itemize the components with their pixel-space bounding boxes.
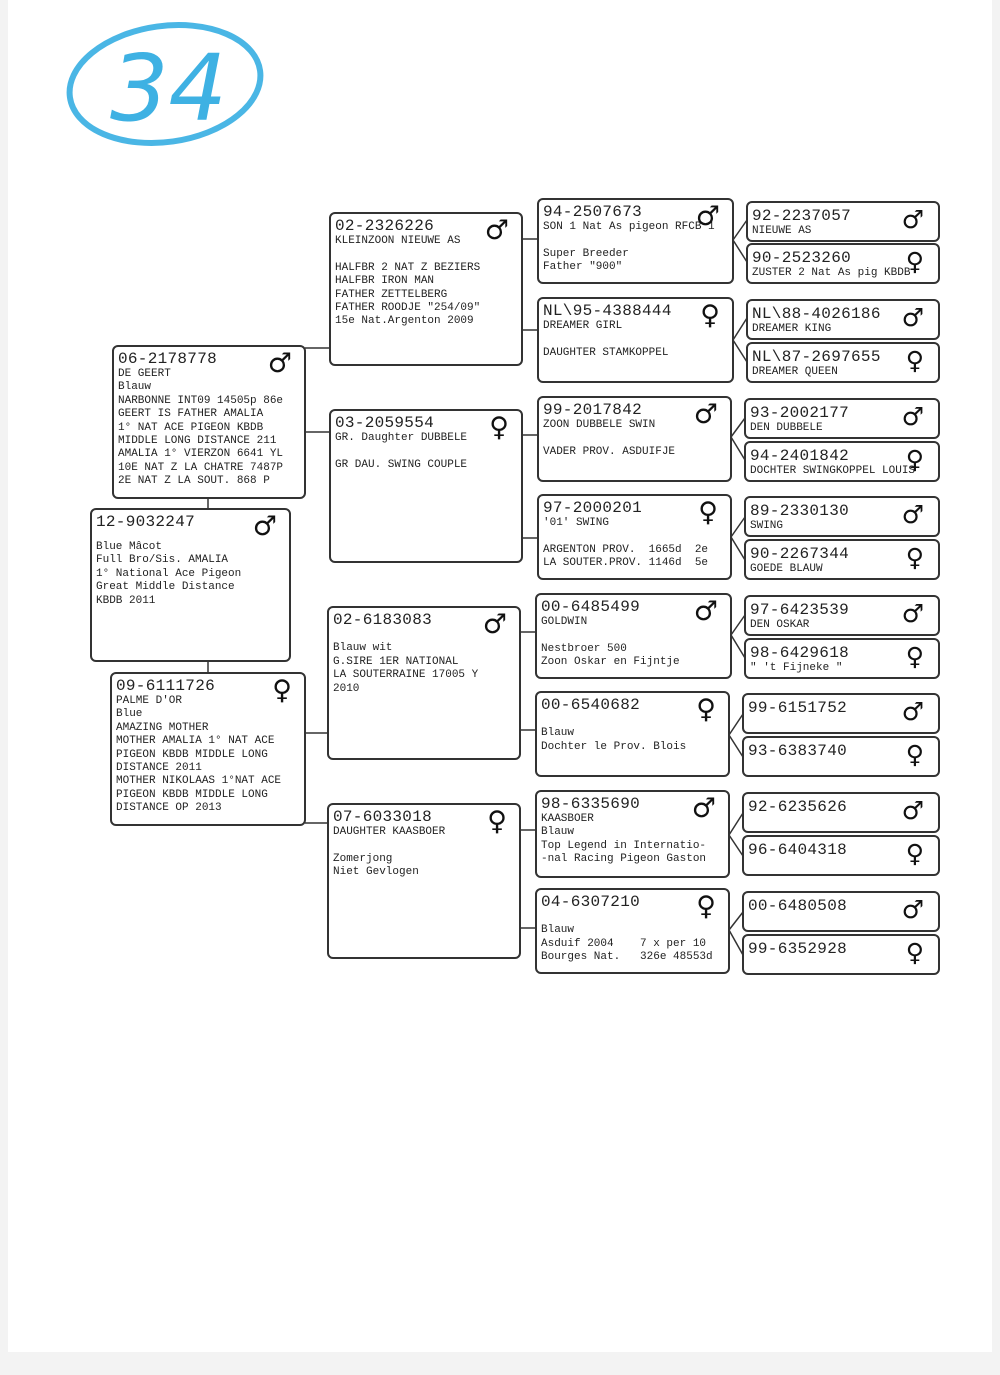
subject-pigeon-card bbox=[90, 508, 291, 662]
ancestor-card bbox=[744, 638, 940, 679]
pigeon-info: PALME D'OR Blue AMAZING MOTHER MOTHER AMALIA 1° NAT ACE PIGEON KBDB MIDDLE LONG DISTANCE 2011 MOTHER NIKOLAAS 1°NAT ACE PIGEON KBDB MIDDLE LONG DISTANCE OP 2013 bbox=[116, 695, 282, 815]
male-symbol-icon: ♂ bbox=[901, 500, 924, 529]
ring-number: 93-2002177 bbox=[750, 404, 850, 422]
female-symbol-icon: ♀ bbox=[905, 938, 924, 967]
grandparent-card bbox=[329, 409, 523, 563]
female-symbol-icon: ♀ bbox=[905, 247, 924, 276]
female-symbol-icon: ♀ bbox=[700, 300, 720, 331]
male-symbol-icon: ♂ bbox=[901, 599, 924, 628]
ring-number: NL\87-2697655 bbox=[752, 348, 881, 366]
great-grandparent-card bbox=[537, 198, 734, 284]
pigeon-name: DREAMER QUEEN bbox=[752, 366, 838, 378]
pigeon-info: Blauw Dochter le Prov. Blois bbox=[541, 727, 687, 753]
male-symbol-icon: ♂ bbox=[252, 511, 277, 542]
ring-number: 94-2401842 bbox=[750, 447, 850, 465]
male-symbol-icon: ♂ bbox=[901, 697, 924, 726]
female-symbol-icon: ♀ bbox=[698, 497, 718, 528]
female-symbol-icon: ♀ bbox=[905, 346, 924, 375]
female-symbol-icon: ♀ bbox=[487, 806, 507, 837]
ring-number: 98-6429618 bbox=[750, 644, 850, 662]
ring-number: 00-6480508 bbox=[748, 897, 848, 915]
ring-number: 97-6423539 bbox=[750, 601, 850, 619]
ancestor-card bbox=[744, 539, 940, 580]
male-symbol-icon: ♂ bbox=[901, 402, 924, 431]
great-grandparent-card bbox=[535, 790, 730, 878]
pigeon-name: " 't Fijneke " bbox=[750, 662, 843, 674]
pigeon-name: DOCHTER SWINGKOPPEL LOUIS bbox=[750, 465, 916, 477]
ancestor-card bbox=[744, 398, 940, 439]
grandparent-card bbox=[329, 212, 523, 366]
ring-number: 99-6151752 bbox=[748, 699, 848, 717]
pigeon-info: Blauw wit G.SIRE 1ER NATIONAL LA SOUTERRAINE 17005 Y 2010 bbox=[333, 642, 479, 695]
female-symbol-icon: ♀ bbox=[905, 740, 924, 769]
pigeon-name: DEN OSKAR bbox=[750, 619, 810, 631]
ring-number: 90-2267344 bbox=[750, 545, 850, 563]
male-symbol-icon: ♂ bbox=[484, 215, 509, 246]
ancestor-card bbox=[746, 243, 940, 284]
ring-number: 03-2059554 bbox=[335, 414, 435, 432]
great-grandparent-card bbox=[535, 593, 732, 679]
ring-number: NL\88-4026186 bbox=[752, 305, 881, 323]
ring-number: 94-2507673 bbox=[543, 203, 643, 221]
male-symbol-icon: ♂ bbox=[901, 895, 924, 924]
pigeon-name: DREAMER KING bbox=[752, 323, 832, 335]
pigeon-name: DEN DUBBELE bbox=[750, 422, 823, 434]
pigeon-info: Blauw Asduif 2004 7 x per 10 Bourges Nat. 326e 48553d bbox=[541, 924, 713, 964]
ring-number: 98-6335690 bbox=[541, 795, 641, 813]
female-symbol-icon: ♀ bbox=[696, 694, 716, 725]
ring-number: 00-6485499 bbox=[541, 598, 641, 616]
ancestor-card bbox=[742, 934, 940, 975]
ring-number: 02-6183083 bbox=[333, 611, 433, 629]
female-symbol-icon: ♀ bbox=[905, 839, 924, 868]
pigeon-info: KAASBOER Blauw Top Legend in Internatio- -nal Racing Pigeon Gaston bbox=[541, 813, 707, 866]
ring-number: 99-2017842 bbox=[543, 401, 643, 419]
ancestor-card bbox=[742, 835, 940, 876]
male-symbol-icon: ♂ bbox=[267, 348, 292, 379]
female-symbol-icon: ♀ bbox=[272, 675, 292, 706]
great-grandparent-card bbox=[537, 297, 734, 383]
ring-number: 99-6352928 bbox=[748, 940, 848, 958]
ring-number: 09-6111726 bbox=[116, 677, 216, 695]
great-grandparent-card bbox=[535, 888, 730, 974]
pigeon-name: NIEUWE AS bbox=[752, 225, 812, 237]
ring-number: 92-6235626 bbox=[748, 798, 848, 816]
pigeon-info: KLEINZOON NIEUWE AS HALFBR 2 NAT Z BEZIERS HALFBR IRON MAN FATHER ZETTELBERG FATHER ROODJE "254/09" 15e Nat.Argenton 2009 bbox=[335, 235, 481, 328]
male-symbol-icon: ♂ bbox=[691, 793, 716, 824]
female-symbol-icon: ♀ bbox=[905, 642, 924, 671]
pigeon-info: GR. Daughter DUBBELE GR DAU. SWING COUPLE bbox=[335, 432, 468, 471]
great-grandparent-card bbox=[537, 494, 732, 580]
pigeon-info: Blue Mâcot Full Bro/Sis. AMALIA 1° National Ace Pigeon Great Middle Distance KBDB 2011 bbox=[96, 541, 242, 607]
ring-number: 90-2523260 bbox=[752, 249, 852, 267]
pigeon-info: DAUGHTER KAASBOER Zomerjong Niet Gevlogen bbox=[333, 826, 446, 879]
ring-number: 07-6033018 bbox=[333, 808, 433, 826]
grandparent-card bbox=[327, 803, 521, 959]
female-symbol-icon: ♀ bbox=[905, 543, 924, 572]
ring-number: 04-6307210 bbox=[541, 893, 641, 911]
ancestor-card bbox=[744, 595, 940, 636]
great-grandparent-card bbox=[535, 691, 730, 777]
ancestor-card bbox=[746, 299, 940, 340]
svg-text:34: 34 bbox=[110, 35, 228, 142]
male-symbol-icon: ♂ bbox=[693, 399, 718, 430]
pigeon-info: ZOON DUBBELE SWIN VADER PROV. ASDUIFJE bbox=[543, 419, 676, 458]
grandparent-card bbox=[327, 606, 521, 760]
pigeon-info: SON 1 Nat As pigeon RFCB 1 Super Breeder Father "900" bbox=[543, 221, 715, 274]
male-symbol-icon: ♂ bbox=[901, 796, 924, 825]
pigeon-info: DREAMER GIRL DAUGHTER STAMKOPPEL bbox=[543, 320, 669, 359]
father-card bbox=[112, 345, 306, 499]
ancestor-card bbox=[742, 736, 940, 777]
ring-number: 92-2237057 bbox=[752, 207, 852, 225]
pigeon-name: SWING bbox=[750, 520, 784, 532]
ancestor-card bbox=[742, 792, 940, 833]
great-grandparent-card bbox=[537, 396, 732, 482]
male-symbol-icon: ♂ bbox=[695, 201, 720, 232]
ring-number: 12-9032247 bbox=[96, 513, 196, 531]
ring-number: 06-2178778 bbox=[118, 350, 218, 368]
male-symbol-icon: ♂ bbox=[482, 609, 507, 640]
female-symbol-icon: ♀ bbox=[696, 891, 716, 922]
male-symbol-icon: ♂ bbox=[901, 205, 924, 234]
ancestor-card bbox=[744, 496, 940, 537]
female-symbol-icon: ♀ bbox=[489, 412, 509, 443]
pigeon-info: GOLDWIN Nestbroer 500 Zoon Oskar en Fijntje bbox=[541, 616, 680, 669]
pigeon-name: GOEDE BLAUW bbox=[750, 563, 823, 575]
ancestor-card bbox=[746, 342, 940, 383]
ancestor-card bbox=[746, 201, 940, 242]
ring-number: 97-2000201 bbox=[543, 499, 643, 517]
pigeon-info: DE GEERT Blauw NARBONNE INT09 14505p 86e GEERT IS FATHER AMALIA 1° NAT ACE PIGEON KBDB MIDDLE LONG DISTANCE 211 AMALIA 1° VIERZON 6641 YL 10E NAT Z LA CHATRE 7487P 2E NAT Z LA SOUT. 868 P bbox=[118, 368, 284, 488]
male-symbol-icon: ♂ bbox=[901, 303, 924, 332]
ancestor-card bbox=[742, 891, 940, 932]
ring-number: 00-6540682 bbox=[541, 696, 641, 714]
female-symbol-icon: ♀ bbox=[905, 445, 924, 474]
ancestor-card bbox=[744, 441, 940, 482]
ancestor-card bbox=[742, 693, 940, 734]
ring-number: 93-6383740 bbox=[748, 742, 848, 760]
pigeon-info: '01' SWING ARGENTON PROV. 1665d 2e LA SOUTER.PROV. 1146d 5e bbox=[543, 517, 709, 570]
ring-number: 02-2326226 bbox=[335, 217, 435, 235]
ring-number: NL\95-4388444 bbox=[543, 302, 672, 320]
ring-number: 89-2330130 bbox=[750, 502, 850, 520]
mother-card bbox=[110, 672, 306, 826]
pigeon-name: ZUSTER 2 Nat As pig KBDB bbox=[752, 267, 911, 279]
male-symbol-icon: ♂ bbox=[693, 596, 718, 627]
ring-number: 96-6404318 bbox=[748, 841, 848, 859]
